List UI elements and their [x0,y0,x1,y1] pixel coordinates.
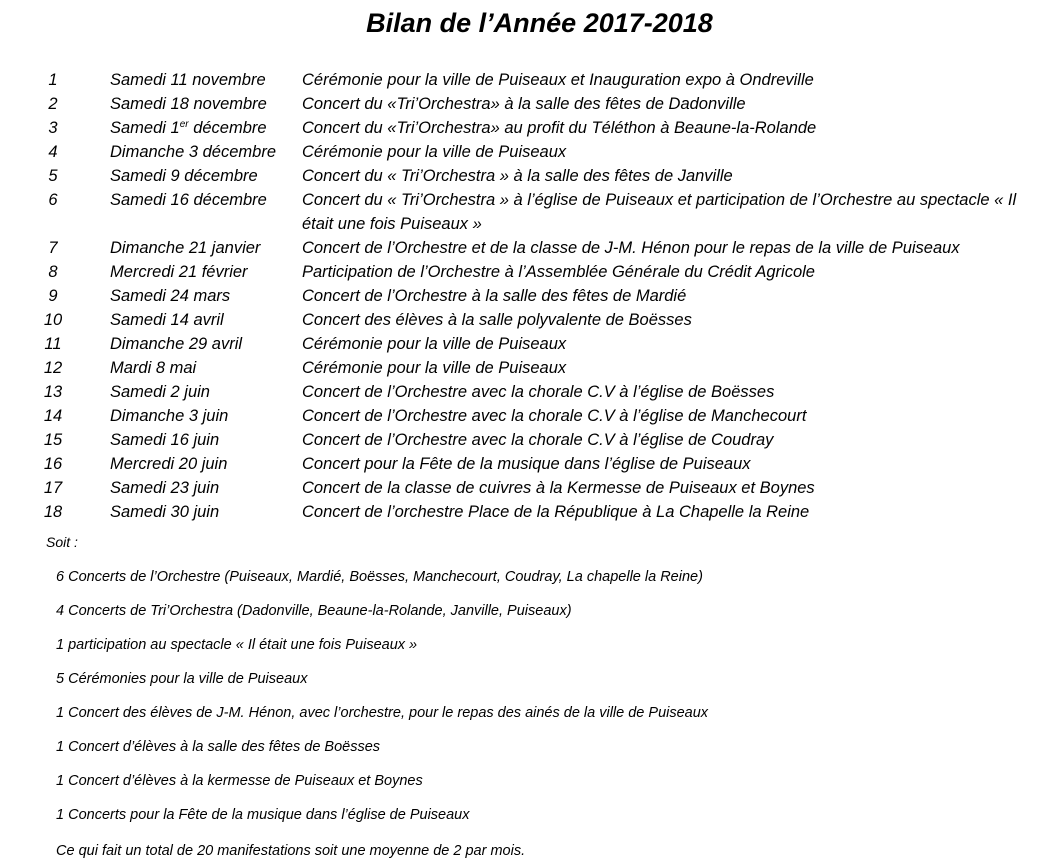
event-row [0,380,1059,404]
summary-item: 1 participation au spectacle « Il était une fois Puiseaux » [56,637,418,653]
summary-item: 6 Concerts de l’Orchestre (Puiseaux, Mardié, Boësses, Manchecourt, Coudray, La chapelle la Reine) [56,569,703,585]
event-description: Concert de l’Orchestre et de la classe de J-M. Hénon pour le repas de la ville de Puiseaux [302,239,960,257]
event-date: Samedi 24 mars [110,287,231,305]
event-description: Cérémonie pour la ville de Puiseaux [302,335,567,353]
event-row [0,332,1059,356]
summary-list [56,566,1046,838]
event-row [0,188,1059,236]
event-number: 8 [48,263,58,281]
event-description: Concert des élèves à la salle polyvalente de Boësses [302,311,692,329]
summary-item: 5 Cérémonies pour la ville de Puiseaux [56,671,308,687]
event-row [0,236,1059,260]
event-number: 17 [43,479,63,497]
event-number: 12 [43,359,63,377]
event-description: Concert de l’Orchestre avec la chorale C.V à l’église de Boësses [302,383,775,401]
event-number: 11 [44,335,62,353]
event-description: Concert de la classe de cuivres à la Kermesse de Puiseaux et Boynes [302,479,815,497]
event-description: Concert pour la Fête de la musique dans l’église de Puiseaux [302,455,751,473]
event-row [0,476,1059,500]
summary-item: 1 Concerts pour la Fête de la musique dans l’église de Puiseaux [56,807,470,823]
event-date: Dimanche 3 décembre [110,143,276,161]
event-description: Concert de l’Orchestre avec la chorale C.V à l’église de Coudray [302,431,774,449]
event-number: 3 [48,119,58,137]
event-row [0,116,1059,140]
event-row [0,284,1059,308]
event-row [0,428,1059,452]
event-description: Cérémonie pour la ville de Puiseaux [302,143,567,161]
event-date: Mercredi 21 février [110,263,248,281]
event-number: 2 [48,95,58,113]
page-title: Bilan de l’Année 2017-2018 [366,8,713,38]
event-row [0,164,1059,188]
event-number: 4 [48,143,58,161]
event-number: 1 [48,71,58,89]
total-line: Ce qui fait un total de 20 manifestations soit une moyenne de 2 par mois. [56,843,526,859]
event-description: Concert du « Tri’Orchestra » à la salle des fêtes de Janville [302,167,733,185]
event-number: 10 [43,311,63,329]
event-row [0,92,1059,116]
event-description: Concert du « Tri’Orchestra » à l’église de Puiseaux et participation de l’Orchestre au spectacle « Il était une fois Puiseaux » [302,191,1017,233]
event-date: Dimanche 21 janvier [110,239,261,257]
event-number: 18 [43,503,63,521]
event-date-start: Samedi 1 [110,119,180,137]
event-description: Concert de l’Orchestre à la salle des fêtes de Mardié [302,287,687,305]
event-description: Concert du «Tri’Orchestra» au profit du Téléthon à Beaune-la-Rolande [302,119,817,137]
event-number: 6 [48,191,58,209]
event-date: Samedi 11 novembre [110,71,266,89]
summary-item: 1 Concert d’élèves à la kermesse de Puiseaux et Boynes [56,773,423,789]
event-date: Dimanche 29 avril [110,335,243,353]
summary-item: 4 Concerts de Tri’Orchestra (Dadonville, Beaune-la-Rolande, Janville, Puiseaux) [56,603,572,619]
event-row [0,260,1059,284]
event-description: Participation de l’Orchestre à l’Assemblée Générale du Crédit Agricole [302,263,815,281]
event-date: Samedi 16 décembre [110,191,267,209]
event-date: Samedi 2 juin [110,383,210,401]
event-row [0,452,1059,476]
event-list [0,68,1059,524]
event-row [0,404,1059,428]
event-description: Concert du «Tri’Orchestra» à la salle des fêtes de Dadonville [302,95,746,113]
event-date: Samedi 30 juin [110,503,220,521]
event-date-superscript: er [179,119,189,130]
event-row [0,356,1059,380]
event-description: Concert de l’Orchestre avec la chorale C.V à l’église de Manchecourt [302,407,807,425]
event-date: Samedi 9 décembre [110,167,258,185]
event-date [110,116,267,140]
event-date: Samedi 16 juin [110,431,220,449]
event-row [0,308,1059,332]
summary-item: 1 Concert d’élèves à la salle des fêtes de Boësses [56,739,381,755]
event-date: Samedi 23 juin [110,479,220,497]
event-date: Samedi 14 avril [110,311,224,329]
event-number: 14 [43,407,63,425]
event-description: Cérémonie pour la ville de Puiseaux [302,359,567,377]
event-date: Dimanche 3 juin [110,407,229,425]
event-row [0,500,1059,524]
event-number: 7 [48,239,58,257]
event-description: Cérémonie pour la ville de Puiseaux et Inauguration expo à Ondreville [302,71,814,89]
summary-heading: Soit : [46,534,78,550]
summary-item: 1 Concert des élèves de J-M. Hénon, avec l’orchestre, pour le repas des ainés de la ville de Puiseaux [56,705,709,721]
event-date: Samedi 18 novembre [110,95,267,113]
event-number: 5 [48,167,58,185]
event-row [0,140,1059,164]
event-description: Concert de l’orchestre Place de la République à La Chapelle la Reine [302,503,810,521]
event-date: Mardi 8 mai [110,359,197,377]
event-number: 16 [43,455,63,473]
event-date: Mercredi 20 juin [110,455,228,473]
event-number: 15 [43,431,63,449]
event-date-end: décembre [188,119,267,137]
event-number: 9 [48,287,58,305]
event-row [0,68,1059,92]
event-number: 13 [43,383,63,401]
